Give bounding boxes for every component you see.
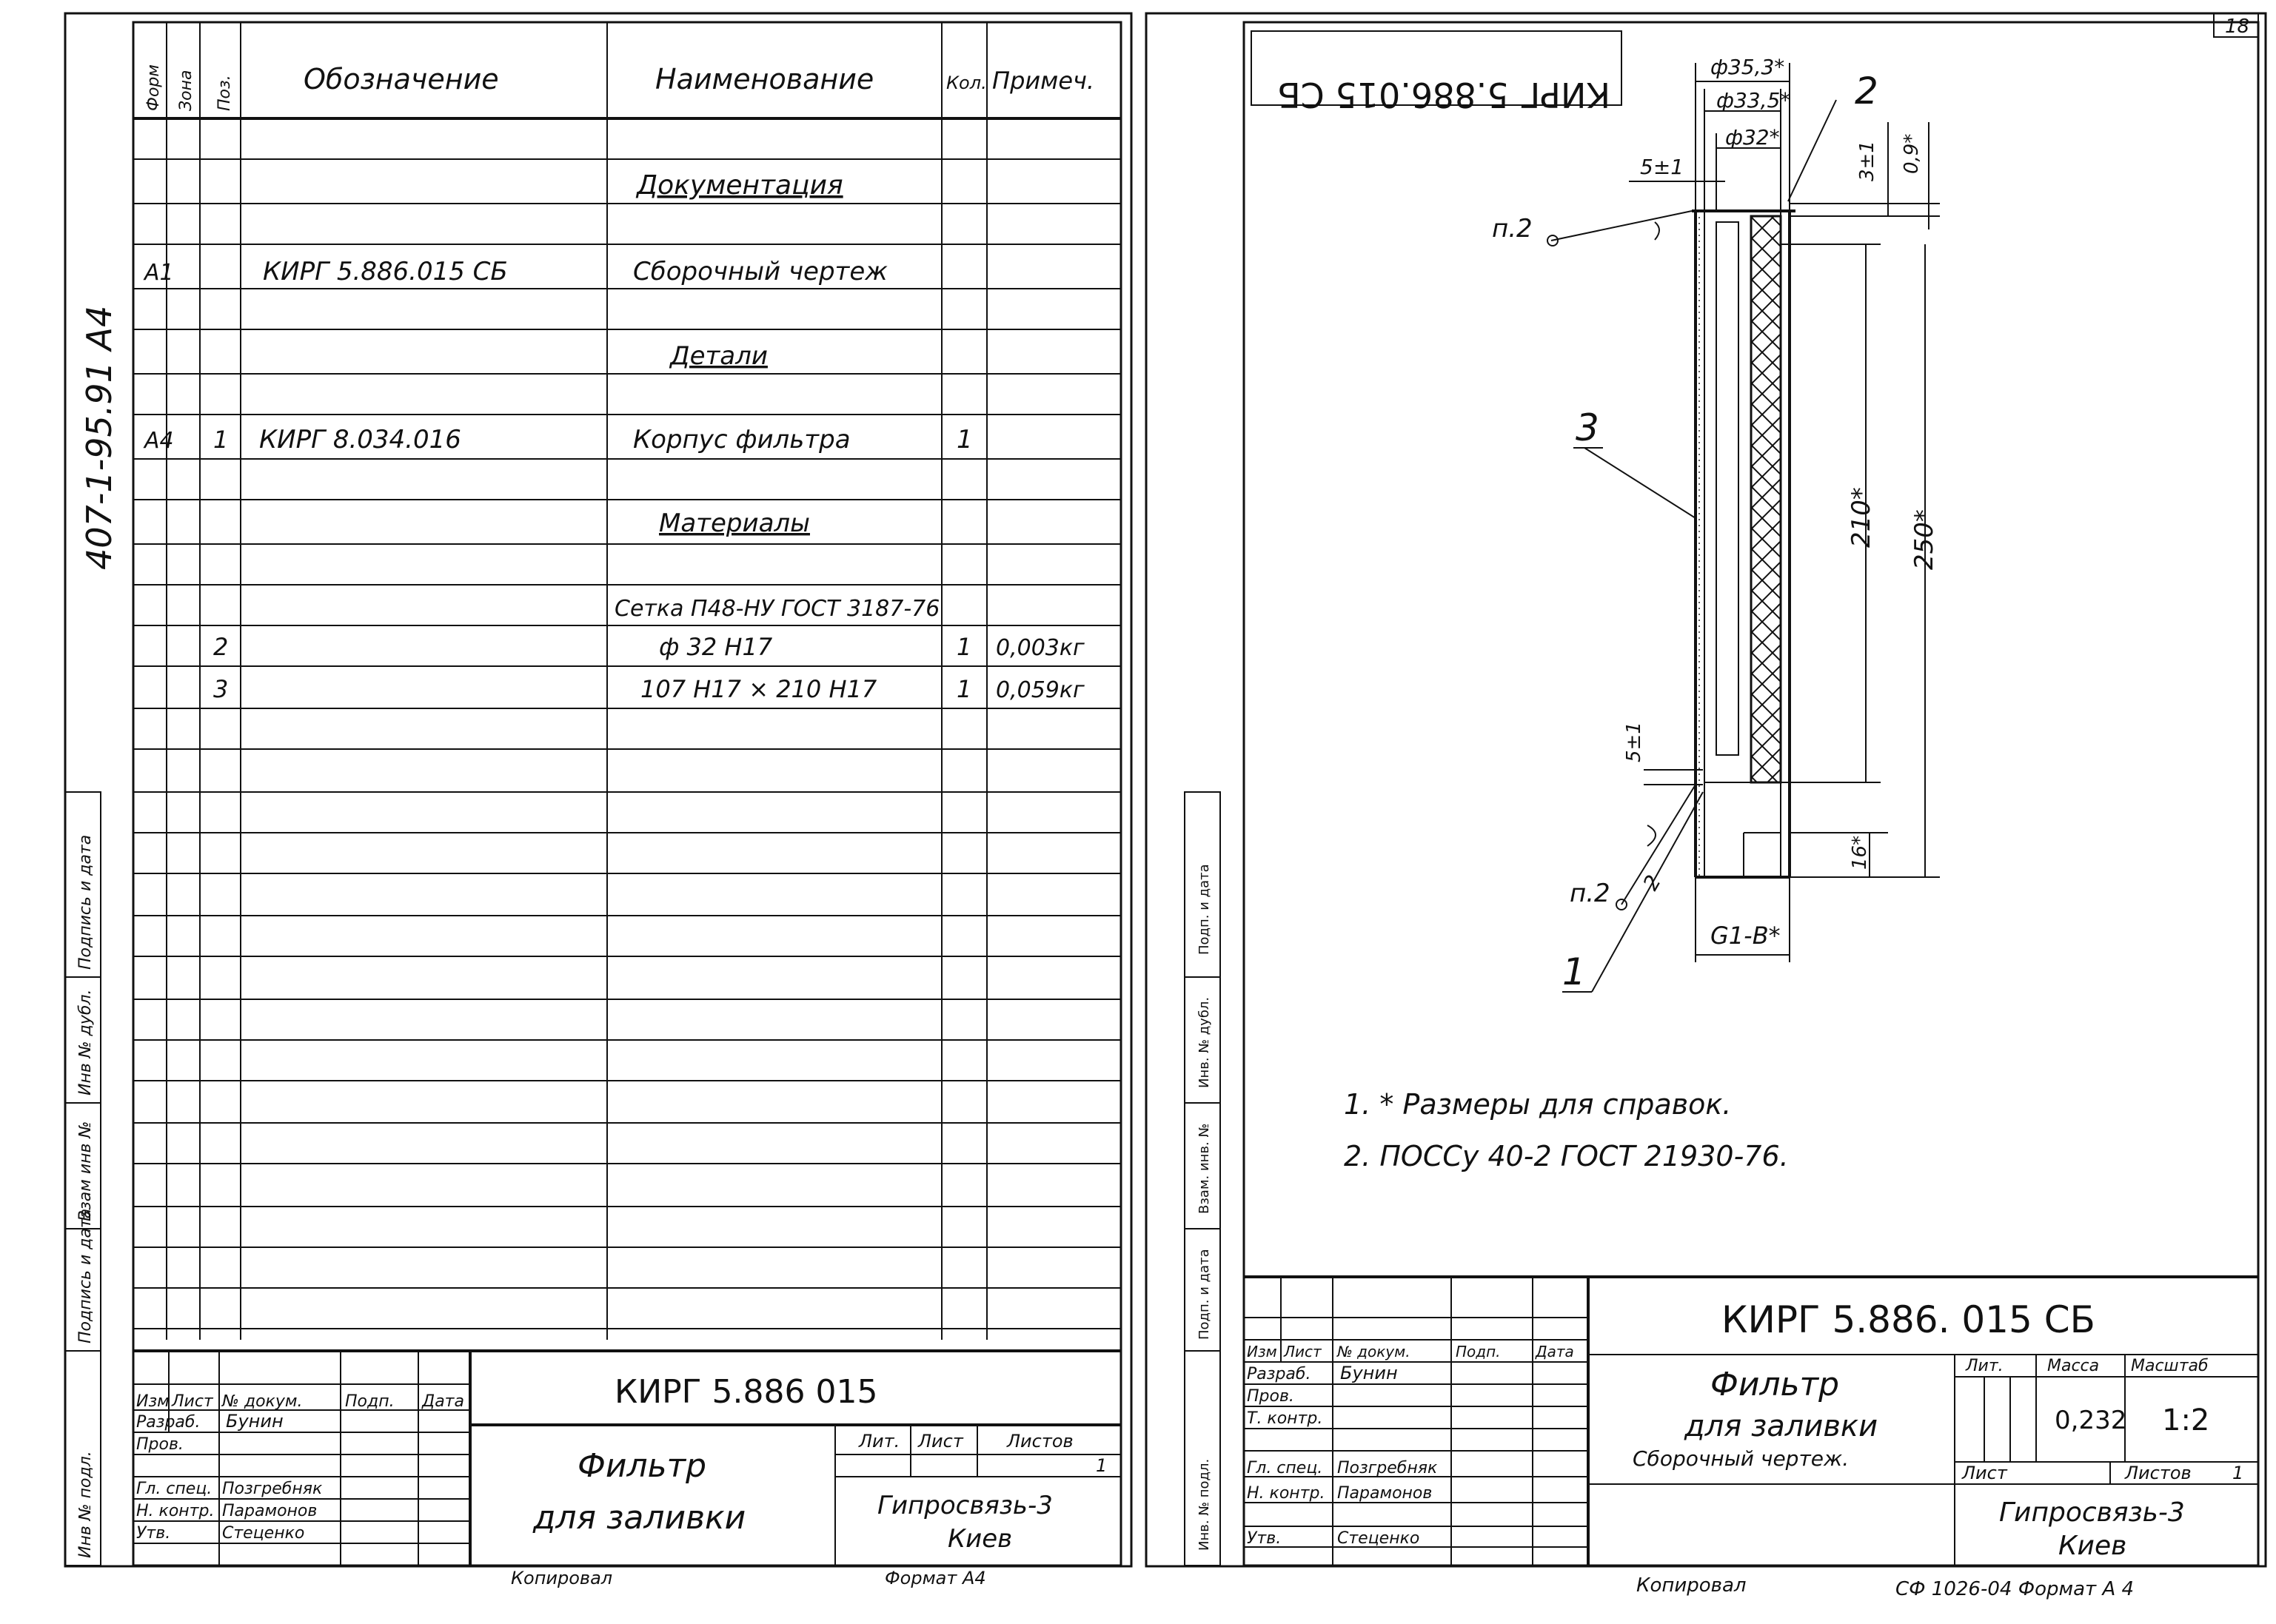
note-ref-bottom: п.2 xyxy=(1570,879,1610,908)
tb-col-header: № докум. xyxy=(222,1392,303,1411)
left-inner-frame xyxy=(133,22,1121,1566)
mesh-cylinder xyxy=(1751,216,1781,782)
spec-row-6 xyxy=(615,596,940,622)
tb-role: Н. контр. xyxy=(1247,1484,1325,1503)
spec-row-name: Сборочный чертеж xyxy=(633,257,888,286)
spec-table-rows xyxy=(133,159,1121,1329)
tb-person: Позгребняк xyxy=(1337,1459,1438,1477)
dim-small-top: 3±1 xyxy=(1856,141,1878,181)
spec-row-qty: 1 xyxy=(957,633,972,661)
callout-3: 3 xyxy=(1576,406,1599,449)
note-line: 1. * Размеры для справок. xyxy=(1344,1088,1732,1121)
header-name: Наименование xyxy=(655,63,874,95)
tb-person: Стеценко xyxy=(222,1524,305,1543)
dim-thread: G1-B* xyxy=(1710,922,1781,950)
spec-row-5 xyxy=(659,509,810,538)
right-side-stamp xyxy=(1185,792,1220,1566)
left-side-label: 407-1-95.91 A4 xyxy=(79,305,119,570)
side-stamp-item: Инв. № дубл. xyxy=(1196,996,1212,1088)
tb-sheets-label: Листов xyxy=(2125,1463,2192,1483)
dim-len-inner: 210* xyxy=(1847,487,1876,548)
inner-slot xyxy=(1716,222,1738,755)
spec-row-name: Сетка П48-НУ ГОСТ 3187-76 xyxy=(615,596,940,622)
tb-org-line1: Гипросвязь-3 xyxy=(877,1491,1053,1520)
tb-person: Парамонов xyxy=(1337,1484,1433,1503)
leader-note-top xyxy=(1551,211,1692,241)
tb-scale-label: Масштаб xyxy=(2131,1357,2209,1375)
side-stamp-item: Подп. и дата xyxy=(1196,864,1212,955)
side-stamp-item: Взам инв № xyxy=(76,1121,95,1221)
spec-row-name: Документация xyxy=(637,170,843,201)
side-stamp-item: Инв. № подл. xyxy=(1196,1458,1212,1551)
dim-d1: ф35,3* xyxy=(1710,55,1785,79)
side-stamp-item: Инв № дубл. xyxy=(76,989,95,1095)
tb-lit-label: Лит. xyxy=(859,1431,900,1452)
right-sheet xyxy=(1146,13,2266,1600)
spec-table-grid xyxy=(133,22,1121,1340)
tb-mass-label: Масса xyxy=(2047,1357,2100,1375)
tb-person: Бунин xyxy=(226,1411,284,1432)
header-zone: Зона xyxy=(177,70,195,111)
left-footer-copied: Копировал xyxy=(511,1568,613,1588)
side-stamp-item: Взам. инв. № xyxy=(1196,1123,1212,1214)
header-qty: Кол. xyxy=(946,73,987,93)
tb-role: Пров. xyxy=(136,1435,184,1454)
header-note: Примеч. xyxy=(992,67,1095,95)
tb-mass-value: 0,232 xyxy=(2055,1406,2127,1435)
tb-org-line1: Гипросвязь-3 xyxy=(1999,1497,2185,1528)
note-line: 2. ПОССу 40-2 ГОСТ 21930-76. xyxy=(1344,1140,1789,1172)
filter-drawing xyxy=(1492,55,1940,993)
tb-sheet-label: Лист xyxy=(1962,1463,2007,1483)
dim-gap-bottom: 5±1 xyxy=(1623,722,1645,762)
spec-row-name: ф 32 Н17 xyxy=(659,633,773,661)
spec-row-7 xyxy=(213,633,1085,661)
spec-row-position: 1 xyxy=(213,426,229,454)
tb-col-header: Подп. xyxy=(1456,1343,1501,1360)
tb-role: Разраб. xyxy=(136,1413,201,1432)
tb-person: Стеценко xyxy=(1337,1529,1420,1548)
spec-row-name: 107 Н17 × 210 Н17 xyxy=(640,675,877,703)
side-stamp-item: Подпись и дата xyxy=(76,1208,95,1343)
right-outer-frame xyxy=(1146,13,2266,1566)
tb-person: Бунин xyxy=(1340,1363,1398,1383)
tb-sheets-label: Листов xyxy=(1007,1431,1074,1452)
dim-d2: ф33,5* xyxy=(1716,88,1791,113)
spec-row-position: 3 xyxy=(213,675,229,703)
callout-1: 1 xyxy=(1562,950,1586,993)
spec-row-3 xyxy=(669,341,768,371)
stamp-rotated-code: КИРГ 5.886.015 СБ xyxy=(1277,75,1610,115)
header-designation: Обозначение xyxy=(304,63,499,95)
tb-doc-code: КИРГ 5.886 015 xyxy=(615,1373,878,1411)
spec-row-position: 2 xyxy=(213,633,229,661)
spec-row-designation: КИРГ 8.034.016 xyxy=(259,425,461,454)
spec-row-note: 0,059кг xyxy=(996,677,1085,703)
right-title-block xyxy=(1244,1277,2258,1566)
tb-sheets-value: 1 xyxy=(1096,1455,1108,1476)
tb-role: Разраб. xyxy=(1247,1365,1311,1383)
tb-lit-label: Лит. xyxy=(1966,1357,2004,1375)
weld-mark: 2 xyxy=(1638,870,1666,895)
spec-row-note: 0,003кг xyxy=(996,635,1085,661)
left-title-block xyxy=(133,1351,1121,1566)
header-position: Поз. xyxy=(215,75,234,111)
note-ref-top: п.2 xyxy=(1492,214,1533,244)
left-sheet xyxy=(65,13,1131,1588)
spec-row-name: Детали xyxy=(670,341,768,371)
tb-title-line2: для заливки xyxy=(533,1499,746,1537)
spec-row-4 xyxy=(143,425,973,454)
tb-doc-code: КИРГ 5.886. 015 СБ xyxy=(1721,1298,2095,1341)
tb-col-header: Дата xyxy=(1536,1343,1574,1360)
tb-title-line3: Сборочный чертеж. xyxy=(1633,1446,1850,1471)
spec-row-name: Материалы xyxy=(659,509,810,538)
tb-sheets-value: 1 xyxy=(2232,1463,2244,1483)
leader-2 xyxy=(1788,100,1836,201)
tb-col-header: Подп. xyxy=(345,1392,395,1411)
tb-role: Утв. xyxy=(1247,1529,1282,1548)
spec-row-1 xyxy=(635,170,843,201)
tb-col-header: Лист xyxy=(1284,1343,1322,1360)
sheet-number: 18 xyxy=(2225,16,2250,38)
right-footer-format: СФ 1026-04 Формат А 4 xyxy=(1895,1578,2135,1600)
tb-col-header: Дата xyxy=(422,1392,464,1411)
dim-d3: ф32* xyxy=(1725,125,1780,150)
tb-role: Пров. xyxy=(1247,1387,1294,1406)
tb-title-line1: Фильтр xyxy=(1710,1366,1840,1403)
header-format: Форм xyxy=(144,64,163,111)
tb-col-header: Изм xyxy=(1247,1343,1277,1360)
tb-person: Парамонов xyxy=(222,1502,318,1520)
tb-role: Утв. xyxy=(136,1524,171,1543)
side-stamp-item: Подп. и дата xyxy=(1196,1249,1212,1340)
right-footer-copied: Копировал xyxy=(1636,1574,1747,1597)
tb-role: Гл. спец. xyxy=(136,1480,212,1498)
weld-arc-bottom xyxy=(1647,825,1656,846)
side-stamp-item: Подпись и дата xyxy=(76,834,95,970)
spec-row-2 xyxy=(143,257,888,286)
callout-2: 2 xyxy=(1855,70,1878,113)
left-outer-frame xyxy=(65,13,1131,1566)
leader-3 xyxy=(1584,448,1696,518)
side-stamp-item: Инв № подл. xyxy=(76,1451,95,1558)
spec-row-qty: 1 xyxy=(957,675,972,703)
tb-org-line2: Киев xyxy=(2058,1531,2127,1561)
tb-col-header: Лист xyxy=(172,1392,213,1411)
spec-row-name: Корпус фильтра xyxy=(633,425,851,454)
dim-gap-top: 5±1 xyxy=(1640,155,1684,179)
tb-role: Н. контр. xyxy=(136,1502,215,1520)
left-side-stamp xyxy=(65,792,101,1566)
spec-row-qty: 1 xyxy=(957,425,973,454)
tb-scale-value: 1:2 xyxy=(2162,1403,2210,1437)
spec-row-format: А4 xyxy=(144,428,174,454)
spec-row-format: А1 xyxy=(144,260,174,286)
tb-sheet-label: Лист xyxy=(918,1431,963,1452)
tb-role: Т. контр. xyxy=(1247,1409,1323,1428)
tb-role: Гл. спец. xyxy=(1247,1459,1323,1477)
left-footer-format: Формат А4 xyxy=(885,1568,986,1588)
dim-small-right: 0,9* xyxy=(1901,133,1923,174)
tb-org-line2: Киев xyxy=(948,1524,1013,1554)
spec-row-8 xyxy=(213,675,1085,703)
tb-person: Позгребняк xyxy=(222,1480,323,1498)
spec-table-header xyxy=(144,63,1094,111)
tb-col-header: Изм xyxy=(136,1392,170,1411)
tb-title-line2: для заливки xyxy=(1684,1409,1878,1443)
spec-row-designation: КИРГ 5.886.015 СБ xyxy=(263,257,508,286)
tb-title-line1: Фильтр xyxy=(578,1447,707,1485)
drawing-notes xyxy=(1344,1088,1789,1172)
dim-len-total: 250* xyxy=(1910,509,1939,570)
weld-arc-top xyxy=(1655,222,1659,240)
tb-col-header: № докум. xyxy=(1337,1343,1410,1360)
dim-end-len: 16* xyxy=(1849,835,1871,870)
